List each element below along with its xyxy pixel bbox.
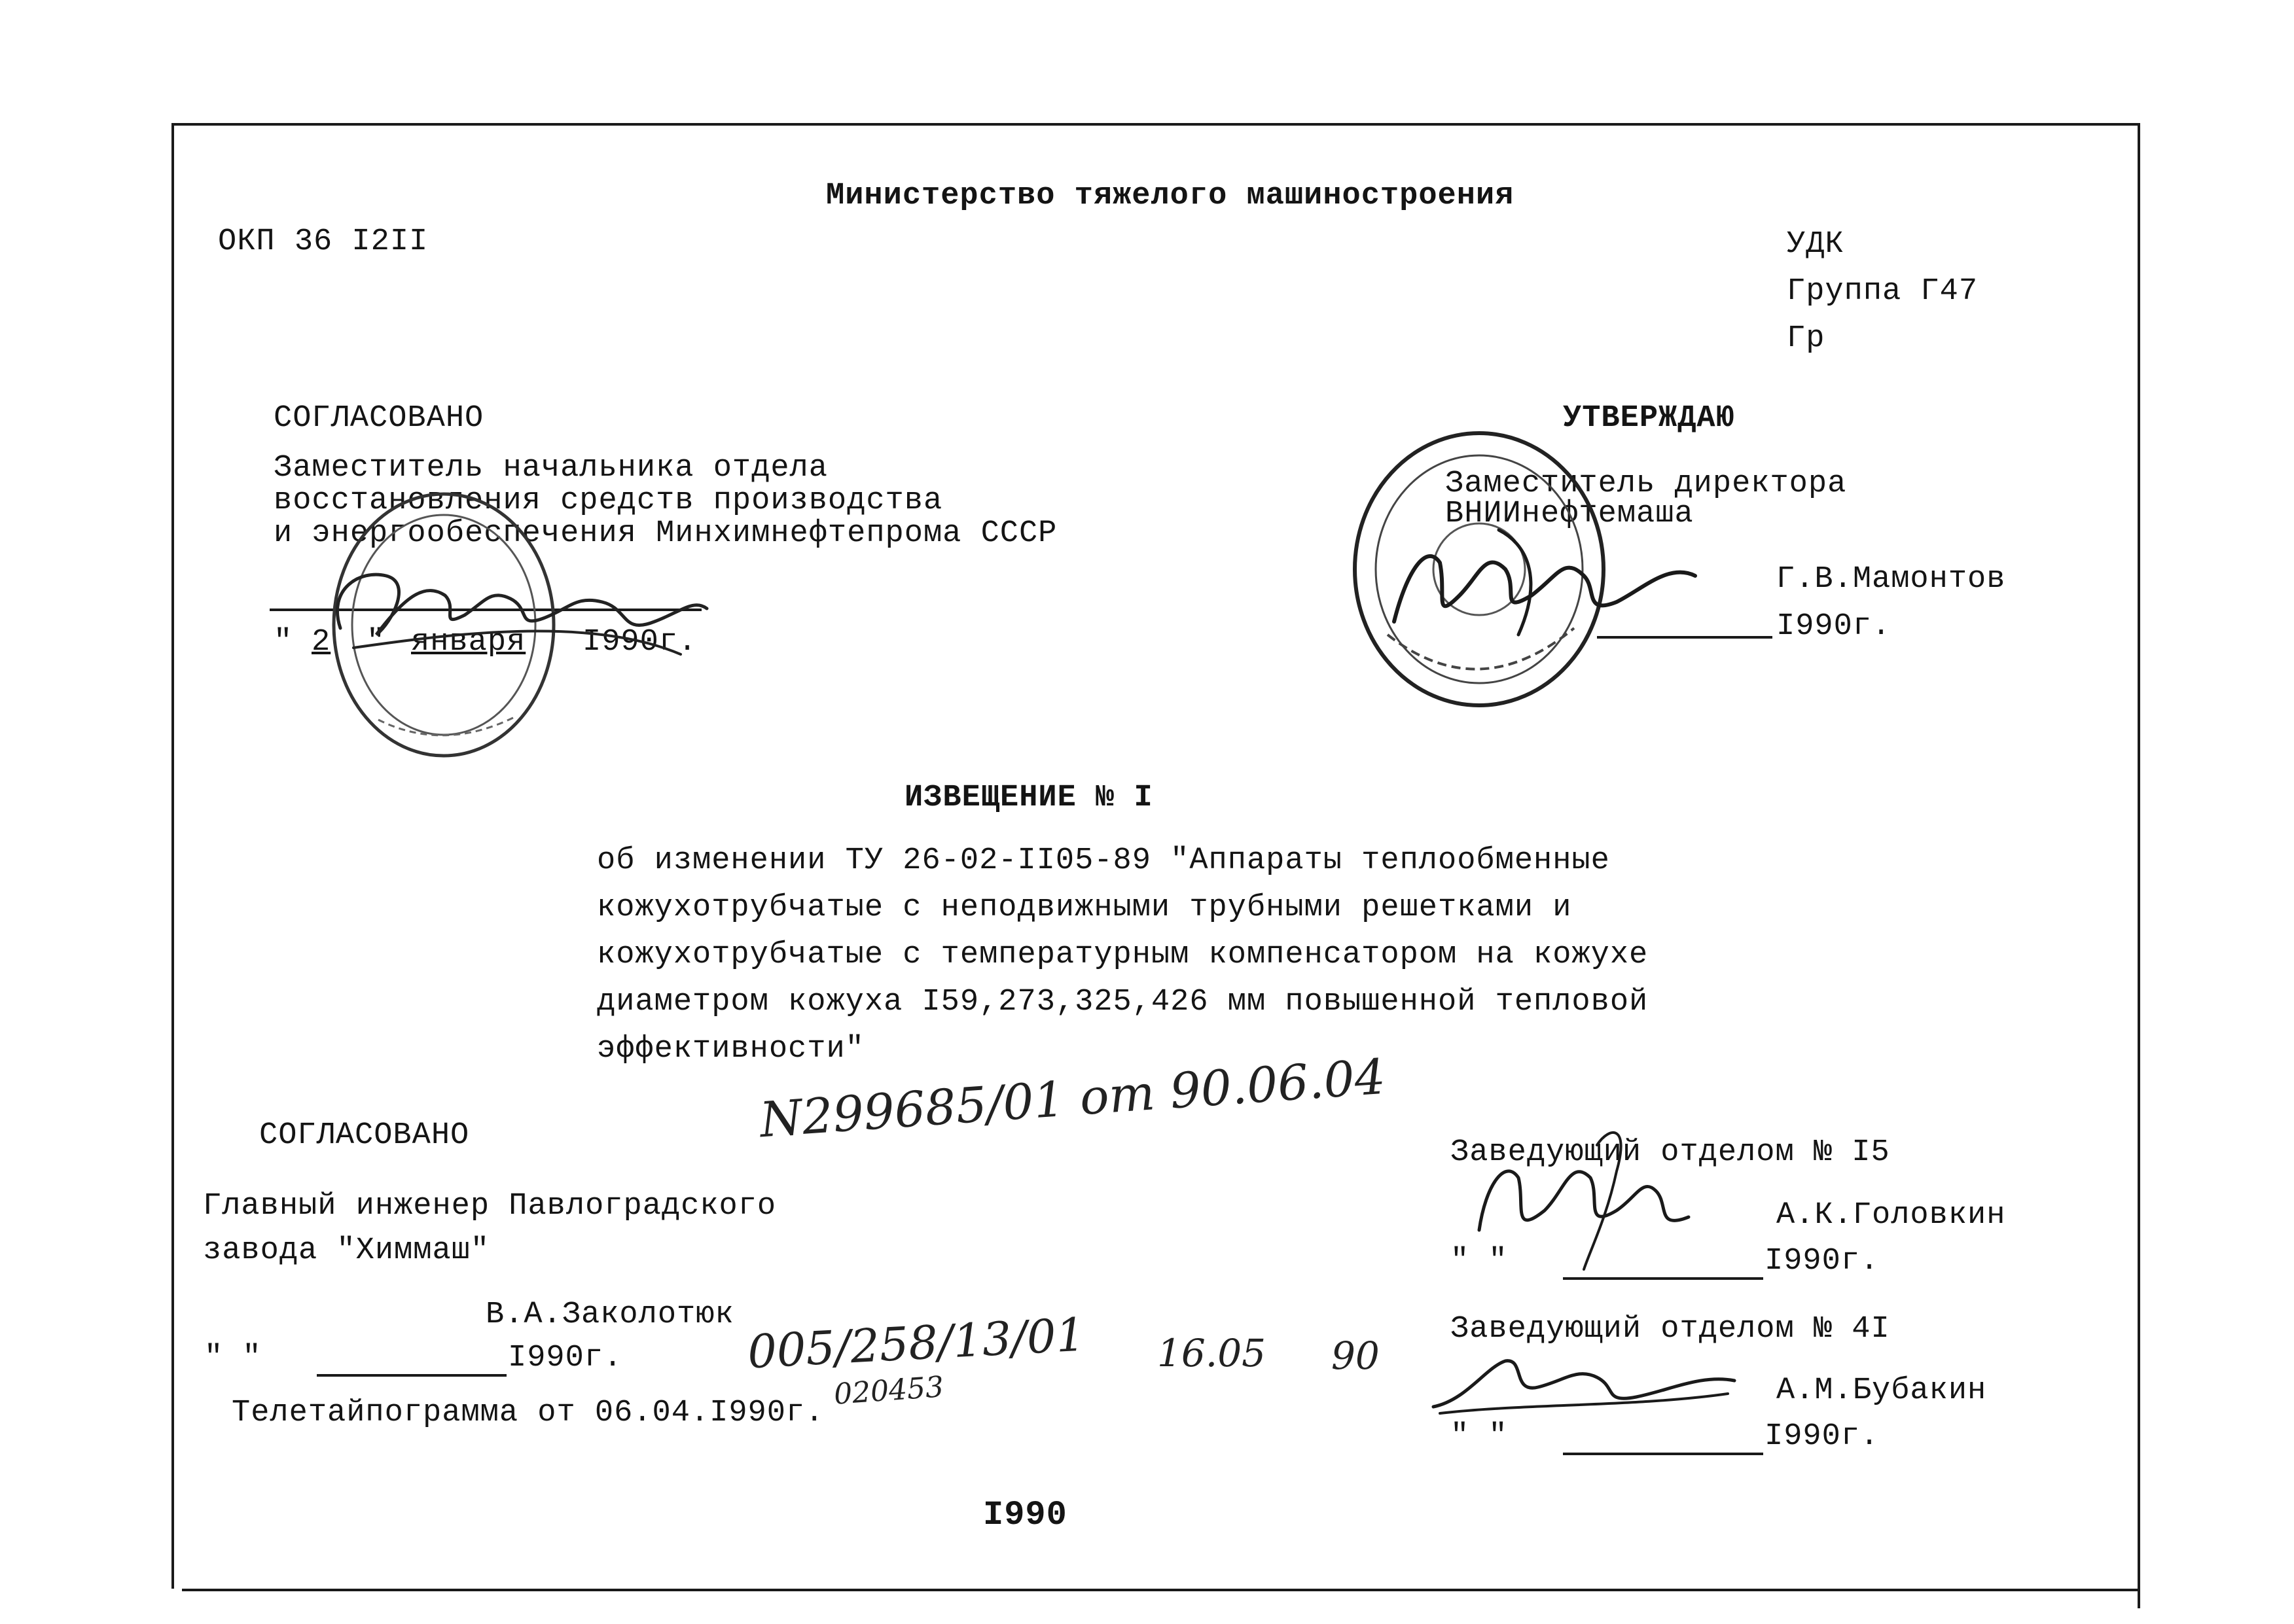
agreed-bottom-name: В.А.Заколотюк [486,1297,734,1332]
agreed-bottom-signature-line [317,1374,507,1377]
frame-left-border [171,123,174,1589]
notice-body-line: эффективности" [597,1032,865,1067]
agreed-bottom-position-line1: Главный инженер Павлоградского [203,1189,777,1224]
dept41-year: I990г. [1765,1419,1880,1454]
agreed-top-position-line1: Заместитель начальника отдела [274,451,828,485]
handwritten-date: 16.05 [1157,1331,1266,1375]
footer-year: I990 [983,1496,1067,1534]
agreed-bottom-label: СОГЛАСОВАНО [259,1118,470,1153]
agreed-top-date-year: I990г. [582,625,698,660]
agreed-top-position-line2: восстановления средств производства [274,484,943,518]
handwritten-reference-sub: 020453 [833,1370,945,1411]
notice-title: ИЗВЕЩЕНИЕ № I [905,781,1153,815]
signature-agreed-top [314,537,720,667]
frame-top-border [171,123,2138,126]
agreed-top-date-month: января [411,625,526,660]
handwritten-year: 90 [1331,1333,1380,1378]
dept15-year: I990г. [1765,1244,1880,1279]
agreed-bottom-year: I990г. [508,1341,623,1375]
agreed-top-date-day: 2 [312,625,331,660]
dept41-title: Заведующий отделом № 4I [1450,1312,1890,1347]
dept15-signature-line [1563,1277,1763,1280]
dept41-signature-line [1563,1453,1763,1455]
handwritten-registration-number: N299685/01 от 90.06.04 [758,1048,1388,1149]
agreed-bottom-date-quotes: " " [204,1341,262,1375]
notice-body-line: диаметром кожуха I59,273,325,426 мм повышенной тепловой [597,985,1649,1019]
approved-position-line1: Заместитель директора [1445,467,1847,501]
udk-label: УДК [1787,227,1844,262]
dept15-title: Заведующий отделом № I5 [1450,1135,1890,1170]
notice-body-line: кожухотрубчатые с температурным компенсатором на кожухе [597,938,1649,972]
agreed-top-date-quote-open: " [274,625,293,660]
dept15-date-quotes: " " [1450,1244,1508,1279]
frame-right-border [2138,123,2140,1608]
agreed-top-date-quote-close: " [367,625,386,660]
approved-year: I990г. [1776,609,1891,644]
notice-body-line: об изменении ТУ 26-02-II05-89 "Аппараты теплообменные [597,843,1610,878]
signature-dept15 [1460,1106,1734,1276]
signature-dept41 [1427,1341,1741,1426]
signature-approved [1368,504,1721,661]
teletype-reference: Телетайпограмма от 06.04.I990г. [232,1396,825,1430]
approved-label: УТВЕРЖДАЮ [1563,401,1735,436]
group-code: Группа Г47 [1787,274,1979,309]
agreed-bottom-position-line2: завода "Химмаш" [203,1233,490,1268]
okp-code: ОКП 36 I2II [218,224,429,259]
agreed-top-label: СОГЛАСОВАНО [274,401,484,436]
agreed-top-position-line3: и энергообеспечения Минхимнефтепрома СССР [274,516,1058,551]
approved-name: Г.В.Мамонтов [1776,562,2006,597]
dept41-name: А.М.Бубакин [1776,1373,1987,1408]
frame-bottom-border [182,1589,2140,1591]
approved-position-line2: ВНИИнефтемаша [1445,497,1694,531]
dept41-date-quotes: " " [1450,1419,1508,1454]
ministry-title: Министерство тяжелого машиностроения [826,179,1514,213]
gr-label: Гр [1787,321,1825,356]
dept15-name: А.К.Головкин [1776,1198,2006,1233]
handwritten-reference-number: 005/258/13/01 [746,1307,1086,1379]
notice-body-line: кожухотрубчатые с неподвижными трубными решетками и [597,891,1572,925]
